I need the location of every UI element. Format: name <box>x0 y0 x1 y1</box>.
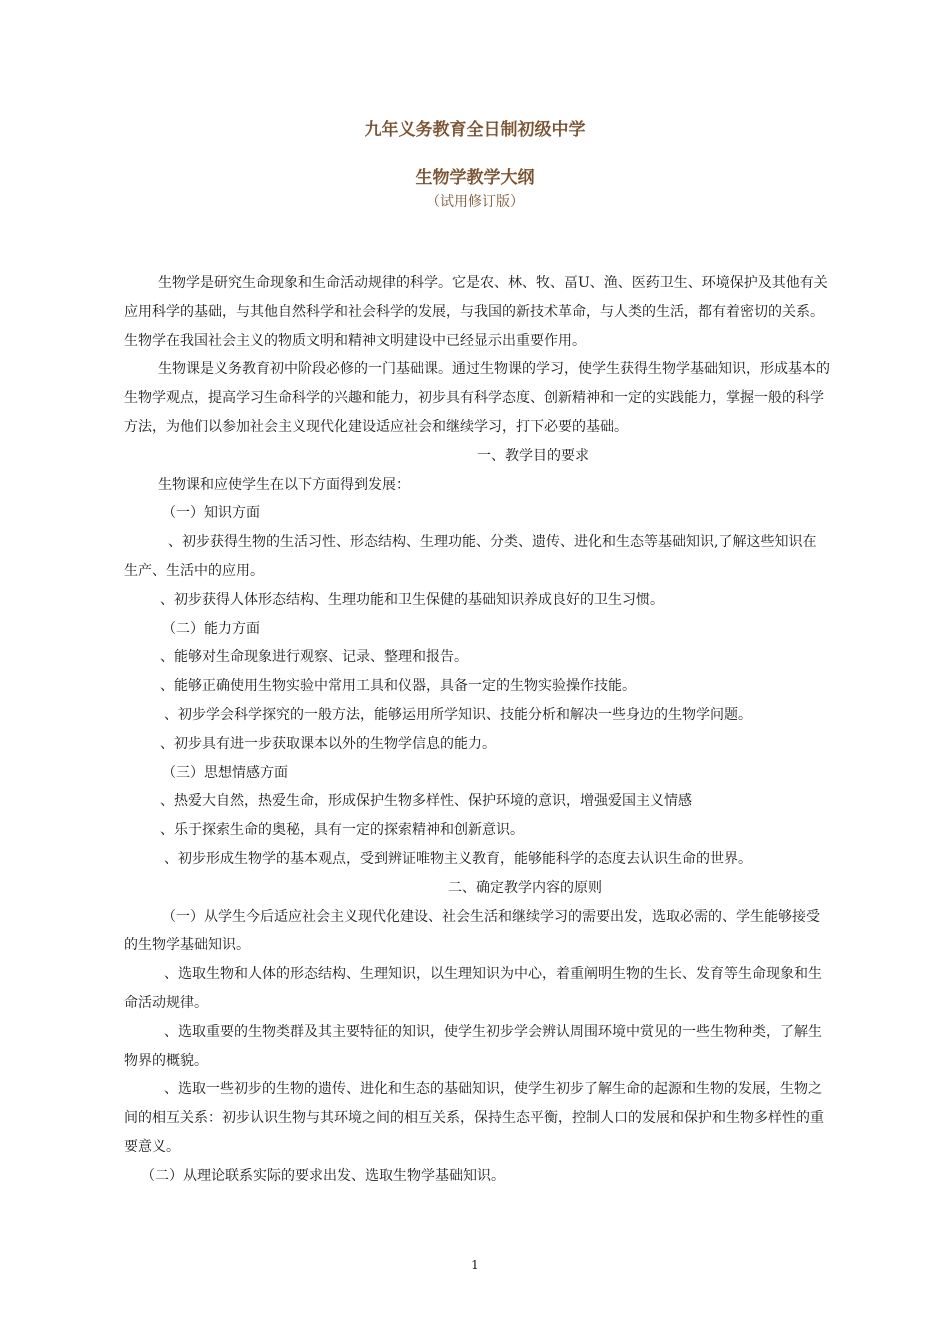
list-item: 、选取一些初步的生物的遗传、进化和生态的基础知识，使学生初步了解生命的起源和生物的发展，生物之间的相互关系：初步认识生物与其环境之间的相互关系，保持生态平衡，控制人口的发展和保护和生物多样性的重要意义。 <box>124 1081 824 1155</box>
section-1-sub-3-heading: （三）思想情感方面 <box>162 764 288 781</box>
list-item: 、初步具有进一步获取课本以外的生物学信息的能力。 <box>160 735 496 752</box>
list-item: 、初步学会科学探究的一般方法，能够运用所学知识、技能分析和解决一些身边的生物学问题。 <box>164 706 752 723</box>
section-2-heading: 二、确定教学内容的原则 <box>448 879 602 896</box>
list-item: 、选取生物和人体的形态结构、生理知识，以生理知识为中心，着重阐明生物的生长、发育等生命现象和生命活动规律。 <box>124 966 822 1011</box>
section-1-heading: 一、教学目的要求 <box>477 447 589 464</box>
document-subtitle: 生物学教学大纲 <box>415 168 535 188</box>
section-2-sub-1-heading: （一）从学生今后适应社会主义现代化建设、社会生活和继续学习的需要出发，选取必需的、学生能够接受的生物学基础知识。 <box>124 908 820 954</box>
document-edition: （试用修订版） <box>426 194 524 210</box>
section-1-sub-2-heading: （二）能力方面 <box>162 620 260 637</box>
page-number: 1 <box>471 1258 479 1272</box>
list-item: 、选取重要的生物类群及其主要特征的知识，使学生初步学会辨认周围环境中赏见的一些生物种类，了解生物界的概貌。 <box>124 1023 822 1069</box>
section-1-sub-1-heading: （一）知识方面 <box>162 505 260 522</box>
list-item: 、初步形成生物学的基本观点，受到辨证唯物主义教育，能够能科学的态度去认识生命的世界。 <box>164 850 752 867</box>
section-1-lead: 生物课和应使学生在以下方面得到发展： <box>158 476 410 493</box>
list-item: 、热爱大自然，热爱生命，形成保护生物多样性、保护环境的意识，增强爱国主义情感 <box>160 793 692 810</box>
list-item: 、初步获得生物的生活习性、形态结构、生理功能、分类、遗传、进化和生态等基础知识,了解这些知识在生产、生活中的应用。 <box>124 534 817 579</box>
list-item: 、能够对生命现象进行观察、记录、整理和报告。 <box>160 649 468 666</box>
list-item: 、能够正确使用生物实验中常用工具和仪器，具备一定的生物实验操作技能。 <box>160 678 636 695</box>
document-body <box>124 269 830 1191</box>
section-2-sub-2-heading: （二）从理论联系实际的要求出发、选取生物学基础知识。 <box>141 1167 505 1184</box>
list-item: 、初步获得人体形态结构、生理功能和卫生保健的基础知识养成良好的卫生习惯。 <box>160 591 664 608</box>
list-item: 、乐于探索生命的奥秘，具有一定的探索精神和创新意识。 <box>160 822 524 839</box>
intro-paragraph-1: 生物学是研究生命现象和生命活动规律的科学。它是农、林、牧、畐U、渔、医药卫生、环境保护及其他有关应用科学的基础，与其他自然科学和社会科学的发展，与我国的新技术革命，与人类的生活，都有着密切的关系。生物学在我国社会主义的物质文明和精神文明建设中已经显示出重要作用。 <box>124 275 828 349</box>
document-title: 九年义务教育全日制初级中学 <box>364 120 586 140</box>
intro-paragraph-2: 生物课是义务教育初中阶段必修的一门基础课。通过生物课的学习，使学生获得生物学基础知识，形成基本的生物学观点，提高学习生命科学的兴趣和能力，初步具有科学态度、创新精神和一定的实践能力，掌握一般的科学方法，为他们以参加社会主义现代化建设适应社会和继续学习，打下必要的基础。 <box>124 361 830 435</box>
